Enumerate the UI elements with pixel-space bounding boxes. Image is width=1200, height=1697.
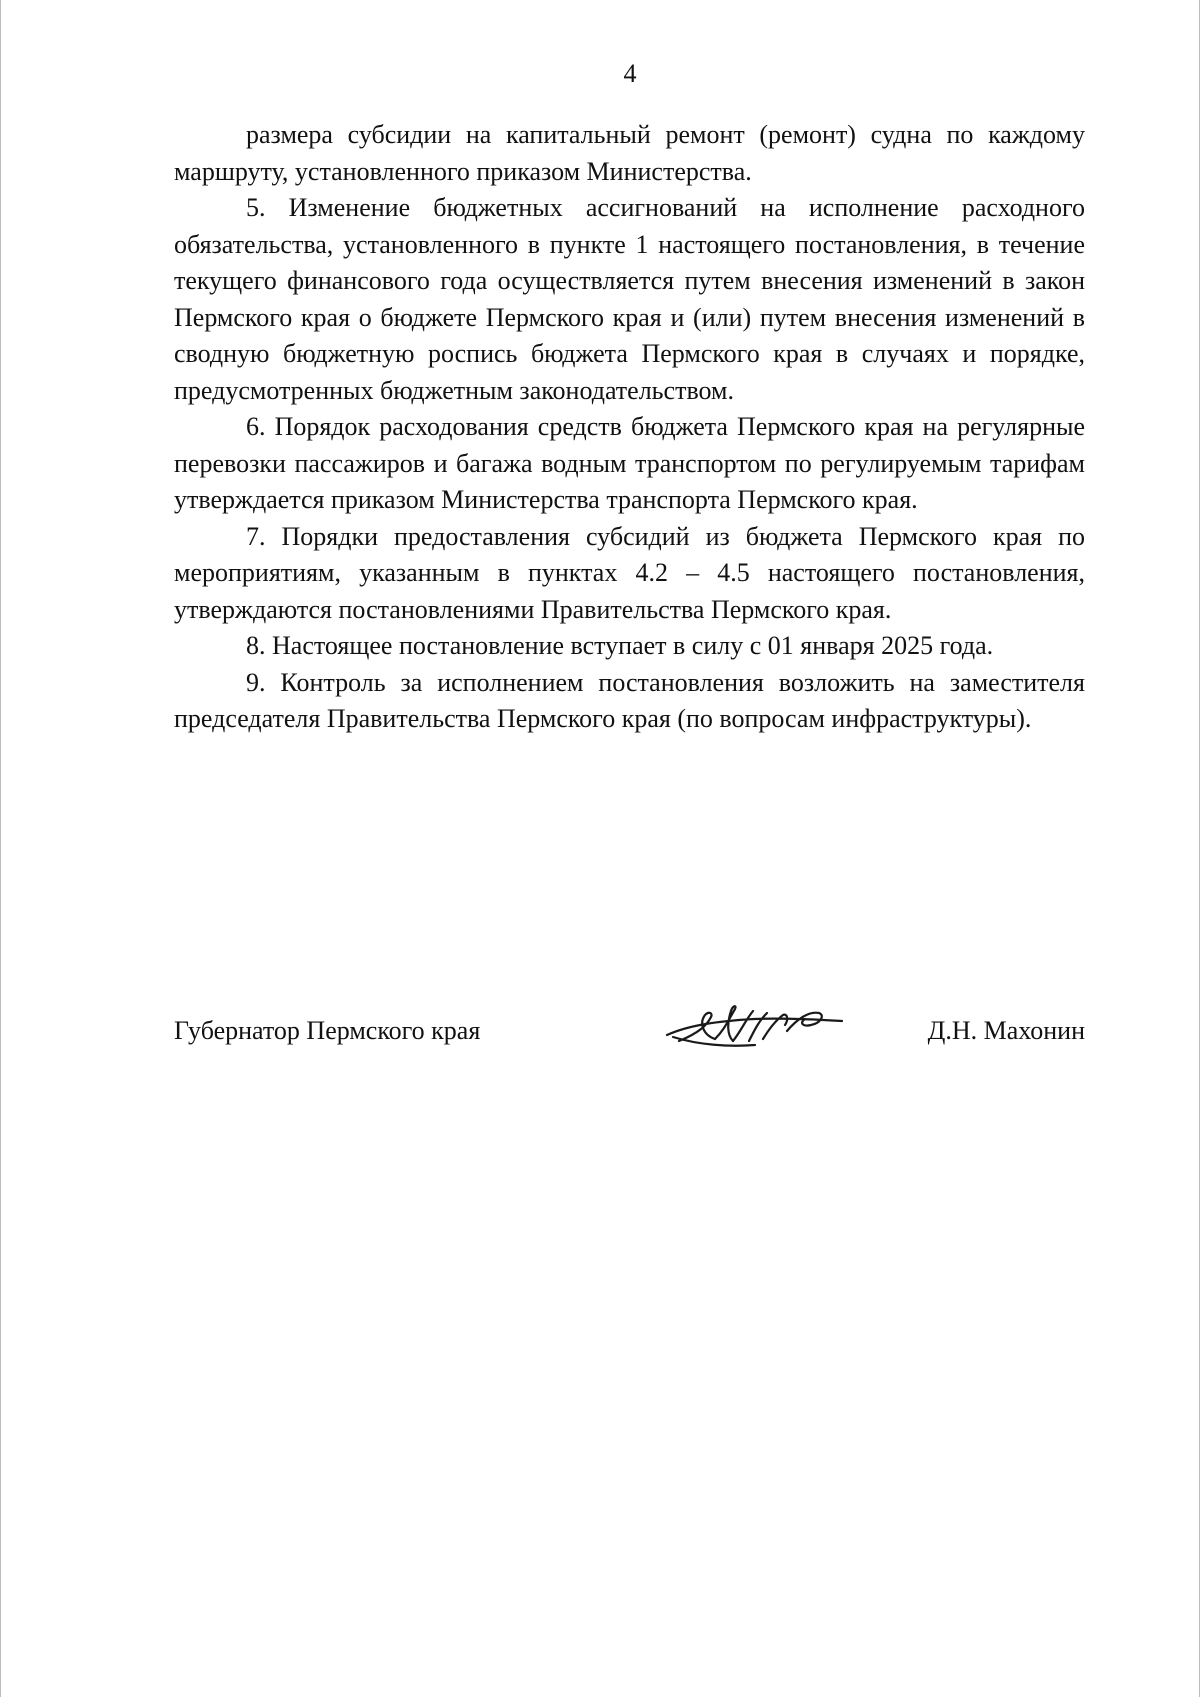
paragraph-item-6: 6. Порядок расходования средств бюджета Пермского края на регулярные перевозки пассажиров и багажа водным транспортом по регулируемым тарифам утверждается приказом Министерства транспорта Пермского края. (174, 412, 1085, 514)
paragraph-item-9: 9. Контроль за исполнением постановления возложить на заместителя председателя Правительства Пермского края (по вопросам инфраструктуры). (174, 667, 1085, 733)
signature-block (174, 1013, 1085, 1073)
page-number: 4 (623, 59, 637, 88)
signatory-position: Губернатор Пермского края (174, 1016, 481, 1045)
scan-left-edge (0, 0, 1, 1697)
paragraph-item-5: 5. Изменение бюджетных ассигнований на исполнение расходного обязательства, установленного в пункте 1 настоящего постановления, в течение текущего финансового года осуществляется путем внесения изменений в закон Пермского края о бюджете Пермского края и (или) путем внесения изменений в сводную бюджетную роспись бюджета Пермского края в случаях и порядке, предусмотренных бюджетным законодательством. (174, 193, 1085, 405)
paragraph-item-8: 8. Настоящее постановление вступает в силу с 01 января 2025 года. (246, 631, 994, 660)
signatory-name: Д.Н. Махонин (927, 1016, 1085, 1045)
document-body (174, 117, 1085, 738)
paragraph-continuation: размера субсидии на капитальный ремонт (ремонт) судна по каждому маршруту, установленного приказом Министерства. (174, 120, 1085, 186)
handwritten-signature (659, 995, 849, 1055)
paragraph-item-7: 7. Порядки предоставления субсидий из бюджета Пермского края по мероприятиям, указанным в пунктах 4.2 – 4.5 настоящего постановления, утверждаются постановлениями Правительства Пермского края. (174, 521, 1085, 624)
